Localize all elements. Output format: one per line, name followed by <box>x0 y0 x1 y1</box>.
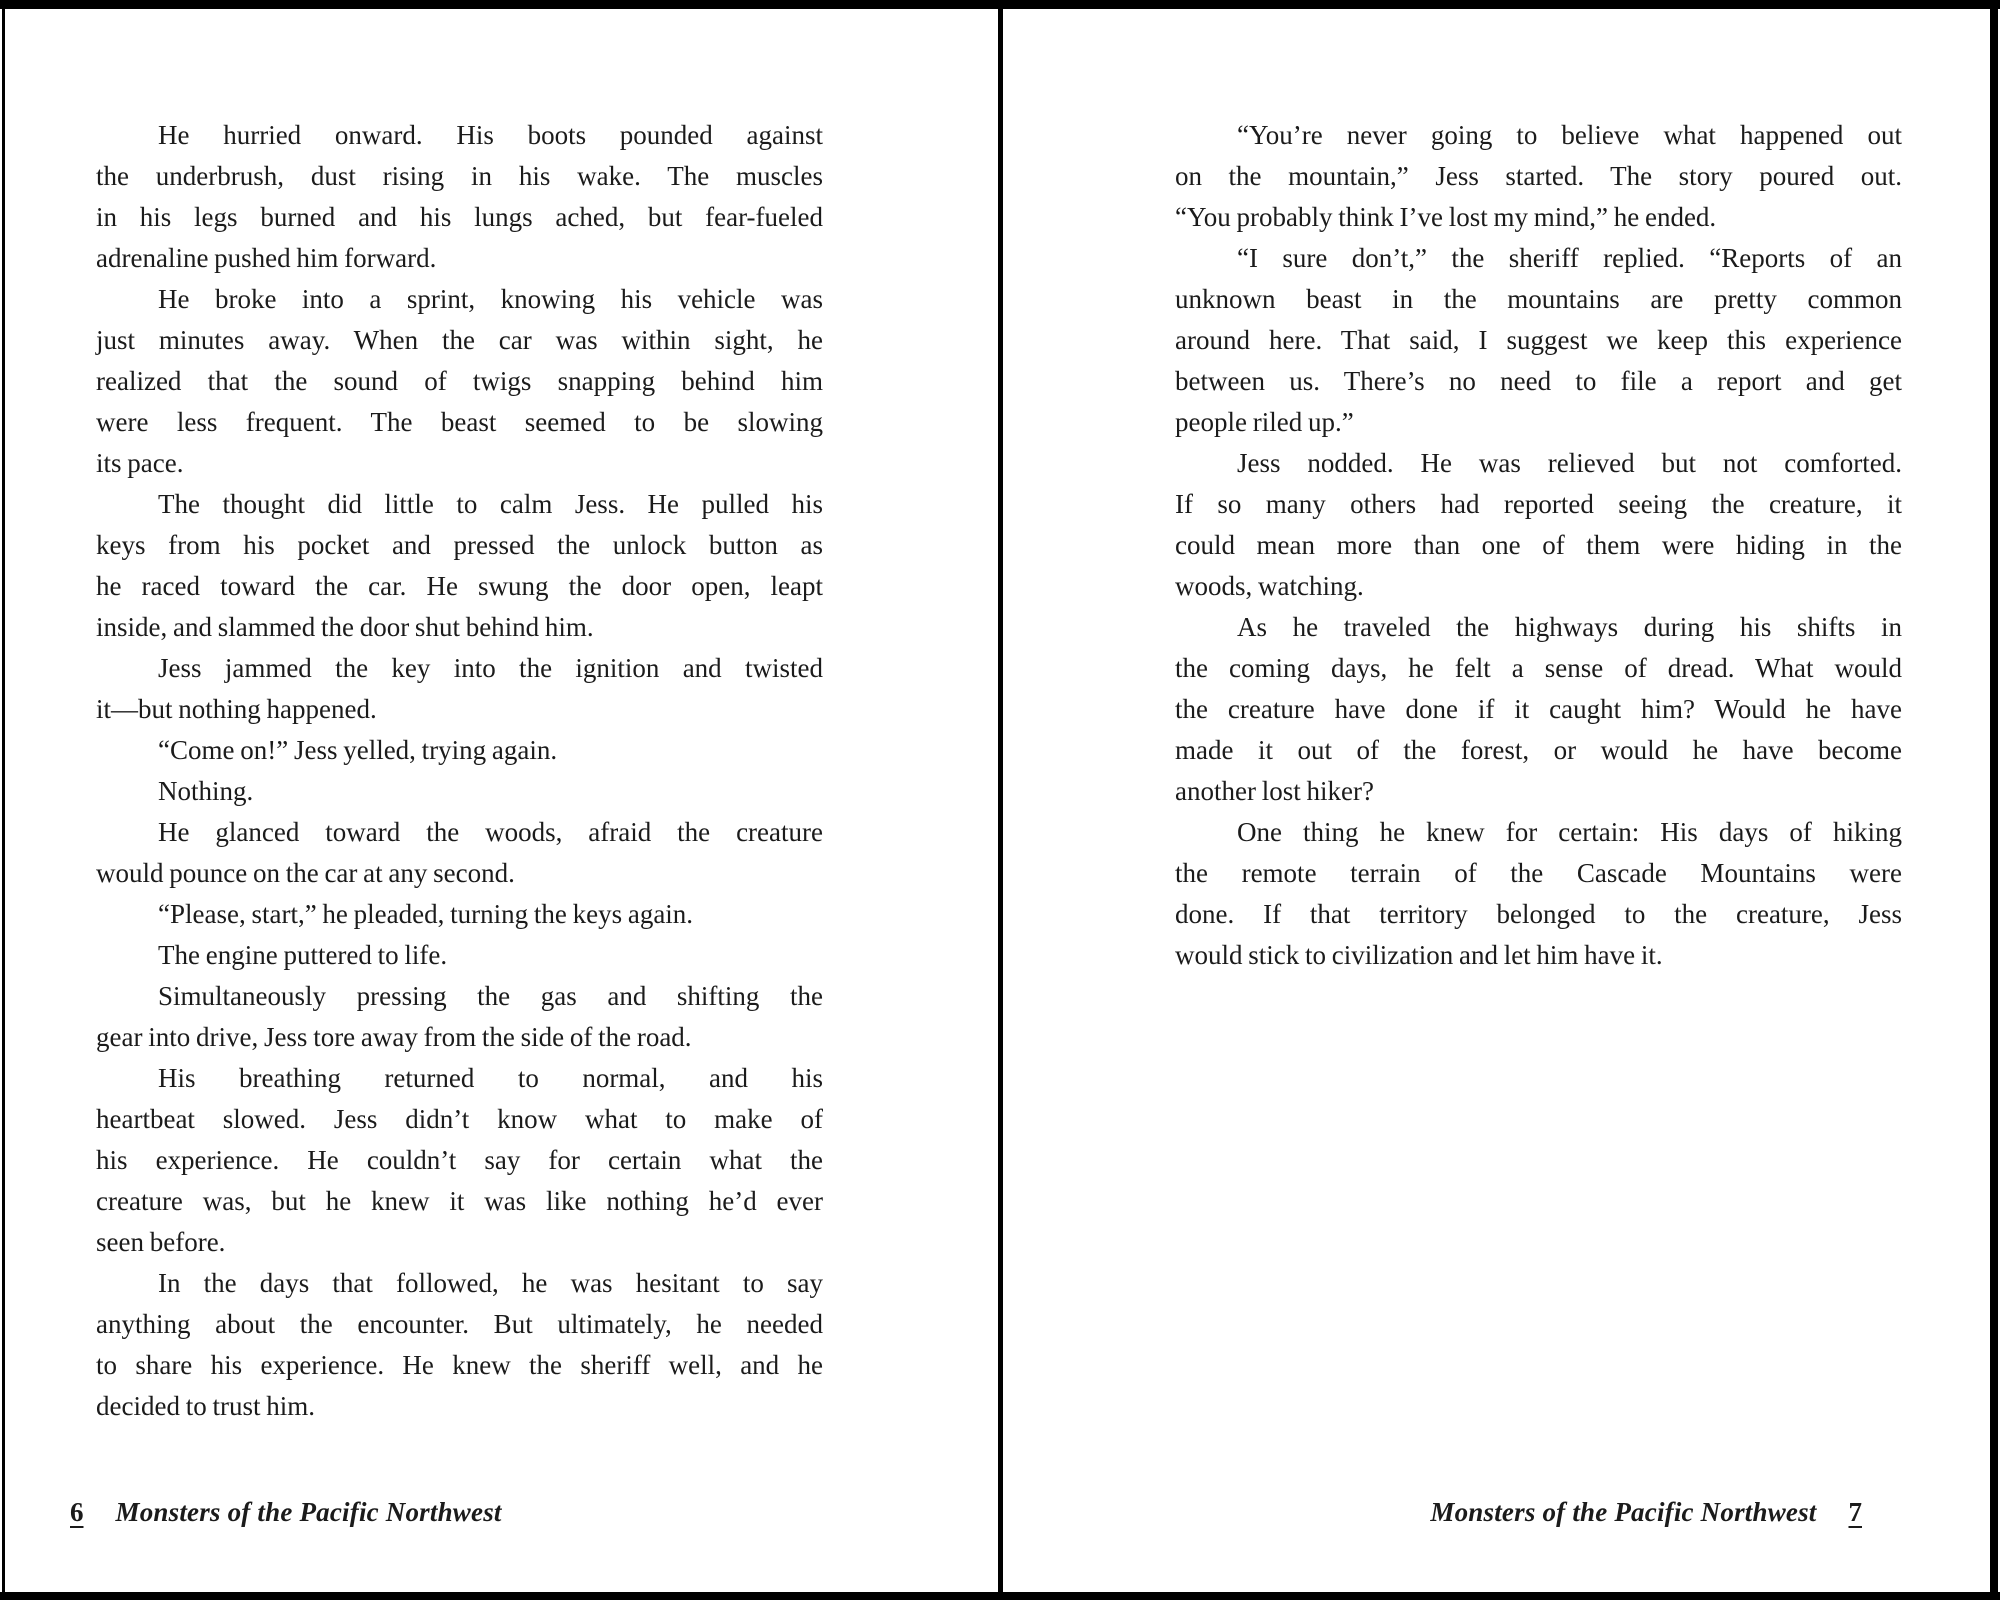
text-line: “You’re never going to believe what happened out <box>1237 120 1902 150</box>
page-number-left: 6 <box>70 1497 84 1527</box>
paragraph <box>1175 812 1902 976</box>
text-line: creature was, but he knew it was like nothing he’d ever <box>96 1186 823 1216</box>
page-number-right: 7 <box>1848 1497 1862 1527</box>
text-line: just minutes away. When the car was within sight, he <box>96 325 823 355</box>
text-line: realized that the sound of twigs snapping behind him <box>96 366 823 396</box>
text-line: it—but nothing happened. <box>96 694 377 724</box>
paragraph <box>96 976 823 1058</box>
text-line: he raced toward the car. He swung the door open, leapt <box>96 571 823 601</box>
text-line: As he traveled the highways during his shifts in <box>1237 612 1902 642</box>
text-line: In the days that followed, he was hesitant to say <box>158 1268 823 1298</box>
text-line: on the mountain,” Jess started. The story poured out. <box>1175 161 1902 191</box>
text-line: keys from his pocket and pressed the unlock button as <box>96 530 823 560</box>
text-line: Simultaneously pressing the gas and shifting the <box>158 981 823 1011</box>
text-line: Jess jammed the key into the ignition and twisted <box>158 653 823 683</box>
text-line: another lost hiker? <box>1175 776 1374 806</box>
text-line: unknown beast in the mountains are pretty common <box>1175 284 1902 314</box>
paragraph <box>96 115 823 279</box>
text-line: “Please, start,” he pleaded, turning the keys again. <box>158 899 694 929</box>
text-line: One thing he knew for certain: His days of hiking <box>1237 817 1902 847</box>
paragraph <box>96 935 823 976</box>
text-line: anything about the encounter. But ultimately, he needed <box>96 1309 823 1339</box>
text-line: people riled up.” <box>1175 407 1354 437</box>
text-line: decided to trust him. <box>96 1391 315 1421</box>
text-line: His breathing returned to normal, and his <box>158 1063 823 1093</box>
text-line: Nothing. <box>158 776 254 806</box>
text-line: He glanced toward the woods, afraid the creature <box>158 817 823 847</box>
text-line: If so many others had reported seeing the creature, it <box>1175 489 1902 519</box>
paragraph <box>96 484 823 648</box>
page-left-body-text <box>96 115 823 1427</box>
text-line: to share his experience. He knew the sheriff well, and he <box>96 1350 823 1380</box>
text-line: between us. There’s no need to file a report and get <box>1175 366 1902 396</box>
text-line: “You probably think I’ve lost my mind,” he ended. <box>1175 202 1717 232</box>
text-line: his experience. He couldn’t say for certain what the <box>96 1145 823 1175</box>
text-line: would stick to civilization and let him have it. <box>1175 940 1663 970</box>
paragraph <box>96 1058 823 1263</box>
text-line: in his legs burned and his lungs ached, but fear-fueled <box>96 202 823 232</box>
text-line: the underbrush, dust rising in his wake. The muscles <box>96 161 823 191</box>
page-left-footer <box>70 1497 502 1528</box>
frame-border-right <box>1990 0 1998 1600</box>
paragraph <box>1175 443 1902 607</box>
text-line: the creature have done if it caught him? Would he have <box>1175 694 1902 724</box>
paragraph <box>96 648 823 730</box>
text-line: made it out of the forest, or would he have become <box>1175 735 1902 765</box>
paragraph <box>96 730 823 771</box>
text-line: around here. That said, I suggest we keep this experience <box>1175 325 1902 355</box>
text-line: its pace. <box>96 448 184 478</box>
paragraph <box>1175 115 1902 238</box>
text-line: He hurried onward. His boots pounded against <box>158 120 823 150</box>
text-line: adrenaline pushed him forward. <box>96 243 437 273</box>
text-line: the coming days, he felt a sense of dread. What would <box>1175 653 1902 683</box>
text-line: Jess nodded. He was relieved but not comforted. <box>1237 448 1902 478</box>
text-line: done. If that territory belonged to the creature, Jess <box>1175 899 1902 929</box>
paragraph <box>96 894 823 935</box>
paragraph <box>96 812 823 894</box>
paragraph <box>1175 238 1902 443</box>
text-line: “I sure don’t,” the sheriff replied. “Reports of an <box>1237 243 1902 273</box>
text-line: could mean more than one of them were hiding in the <box>1175 530 1902 560</box>
page-right-body-text <box>1175 115 1902 976</box>
text-line: “Come on!” Jess yelled, trying again. <box>158 735 558 765</box>
page-right-footer <box>1430 1497 1862 1528</box>
running-title-right: Monsters of the Pacific Northwest <box>1430 1497 1817 1527</box>
text-line: woods, watching. <box>1175 571 1364 601</box>
text-line: gear into drive, Jess tore away from the side of the road. <box>96 1022 692 1052</box>
running-title-left: Monsters of the Pacific Northwest <box>115 1497 502 1527</box>
frame-border-left <box>2 0 5 1600</box>
paragraph <box>96 1263 823 1427</box>
text-line: seen before. <box>96 1227 226 1257</box>
text-line: would pounce on the car at any second. <box>96 858 515 888</box>
page-gutter-divider <box>998 0 1003 1600</box>
text-line: were less frequent. The beast seemed to be slowing <box>96 407 823 437</box>
paragraph <box>96 771 823 812</box>
paragraph <box>96 279 823 484</box>
paragraph <box>1175 607 1902 812</box>
text-line: heartbeat slowed. Jess didn’t know what to make of <box>96 1104 823 1134</box>
text-line: The thought did little to calm Jess. He pulled his <box>158 489 823 519</box>
text-line: The engine puttered to life. <box>158 940 448 970</box>
text-line: inside, and slammed the door shut behind him. <box>96 612 594 642</box>
text-line: He broke into a sprint, knowing his vehicle was <box>158 284 823 314</box>
text-line: the remote terrain of the Cascade Mountains were <box>1175 858 1902 888</box>
